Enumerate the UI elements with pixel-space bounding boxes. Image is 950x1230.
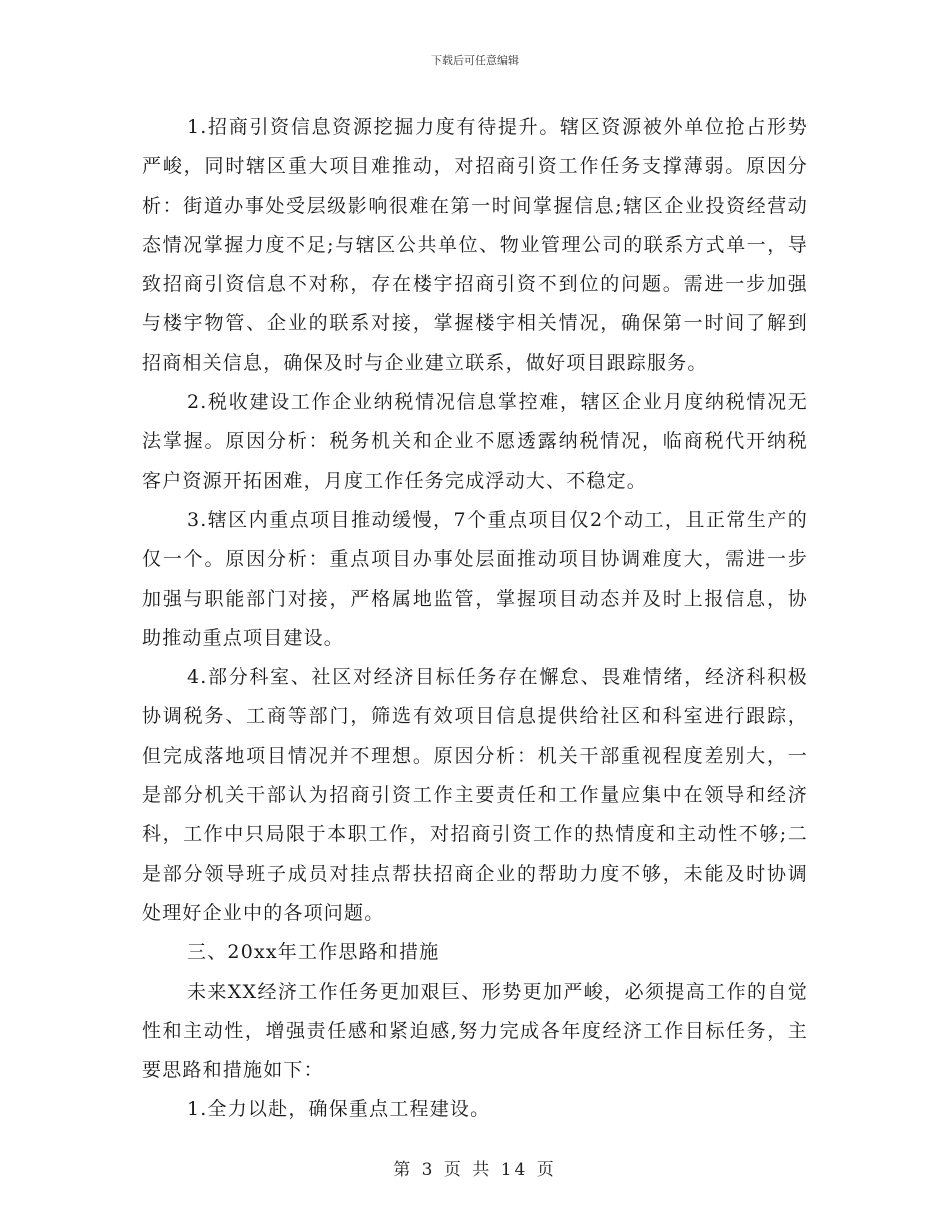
paragraph-5: 未来XX经济工作任务更加艰巨、形势更加严峻，必须提高工作的自觉性和主动性，增强责任感和紧迫感,努力完成各年度经济工作目标任务，主要思路和措施如下： [142,980,808,1082]
paragraph-2: 2.税收建设工作企业纳税情况信息掌控难，辖区企业月度纳税情况无法掌握。原因分析：税务机关和企业不愿透露纳税情况，临商税代开纳税客户资源开拓困难，月度工作任务完成浮动大、不稳定。 [142,391,808,492]
paragraph-3: 3.辖区内重点项目推动缓慢，7个重点项目仅2个动工，且正常生产的仅一个。原因分析：重点项目办事处层面推动项目协调难度大，需进一步加强与职能部门对接，严格属地监管，掌握项目动态并及时上报信息，协助推动重点项目建设。 [142,508,808,649]
header-note: 下载后可任意编辑 [431,54,519,67]
document-body [142,108,808,1130]
paragraph-6: 1.全力以赴，确保重点工程建设。 [187,1098,491,1121]
page-number: 第 3 页 共 14 页 [393,1160,557,1180]
paragraph-4: 4.部分科室、社区对经济目标任务存在懈怠、畏难情绪，经济科积极协调税务、工商等部门，筛选有效项目信息提供给社区和科室进行跟踪，但完成落地项目情况并不理想。原因分析：机关干部重视程度差别大，一是部分机关干部认为招商引资工作主要责任和工作量应集中在领导和经济科，工作中只局限于本职工作，对招商引资工作的热情度和主动性不够;二是部分领导班子成员对挂点帮扶招商企业的帮助力度不够，未能及时协调处理好企业中的各项问题。 [142,666,808,924]
section-heading: 三、20xx年工作思路和措施 [187,941,440,964]
paragraph-1: 1.招商引资信息资源挖掘力度有待提升。辖区资源被外单位抢占形势严峻，同时辖区重大项目难推动，对招商引资工作任务支撑薄弱。原因分析：街道办事处受层级影响很难在第一时间掌握信息;辖区企业投资经营动态情况掌握力度不足;与辖区公共单位、物业管理公司的联系方式单一，导致招商引资信息不对称，存在楼宇招商引资不到位的问题。需进一步加强与楼宇物管、企业的联系对接，掌握楼宇相关情况，确保第一时间了解到招商相关信息，确保及时与企业建立联系，做好项目跟踪服务。 [142,116,808,374]
